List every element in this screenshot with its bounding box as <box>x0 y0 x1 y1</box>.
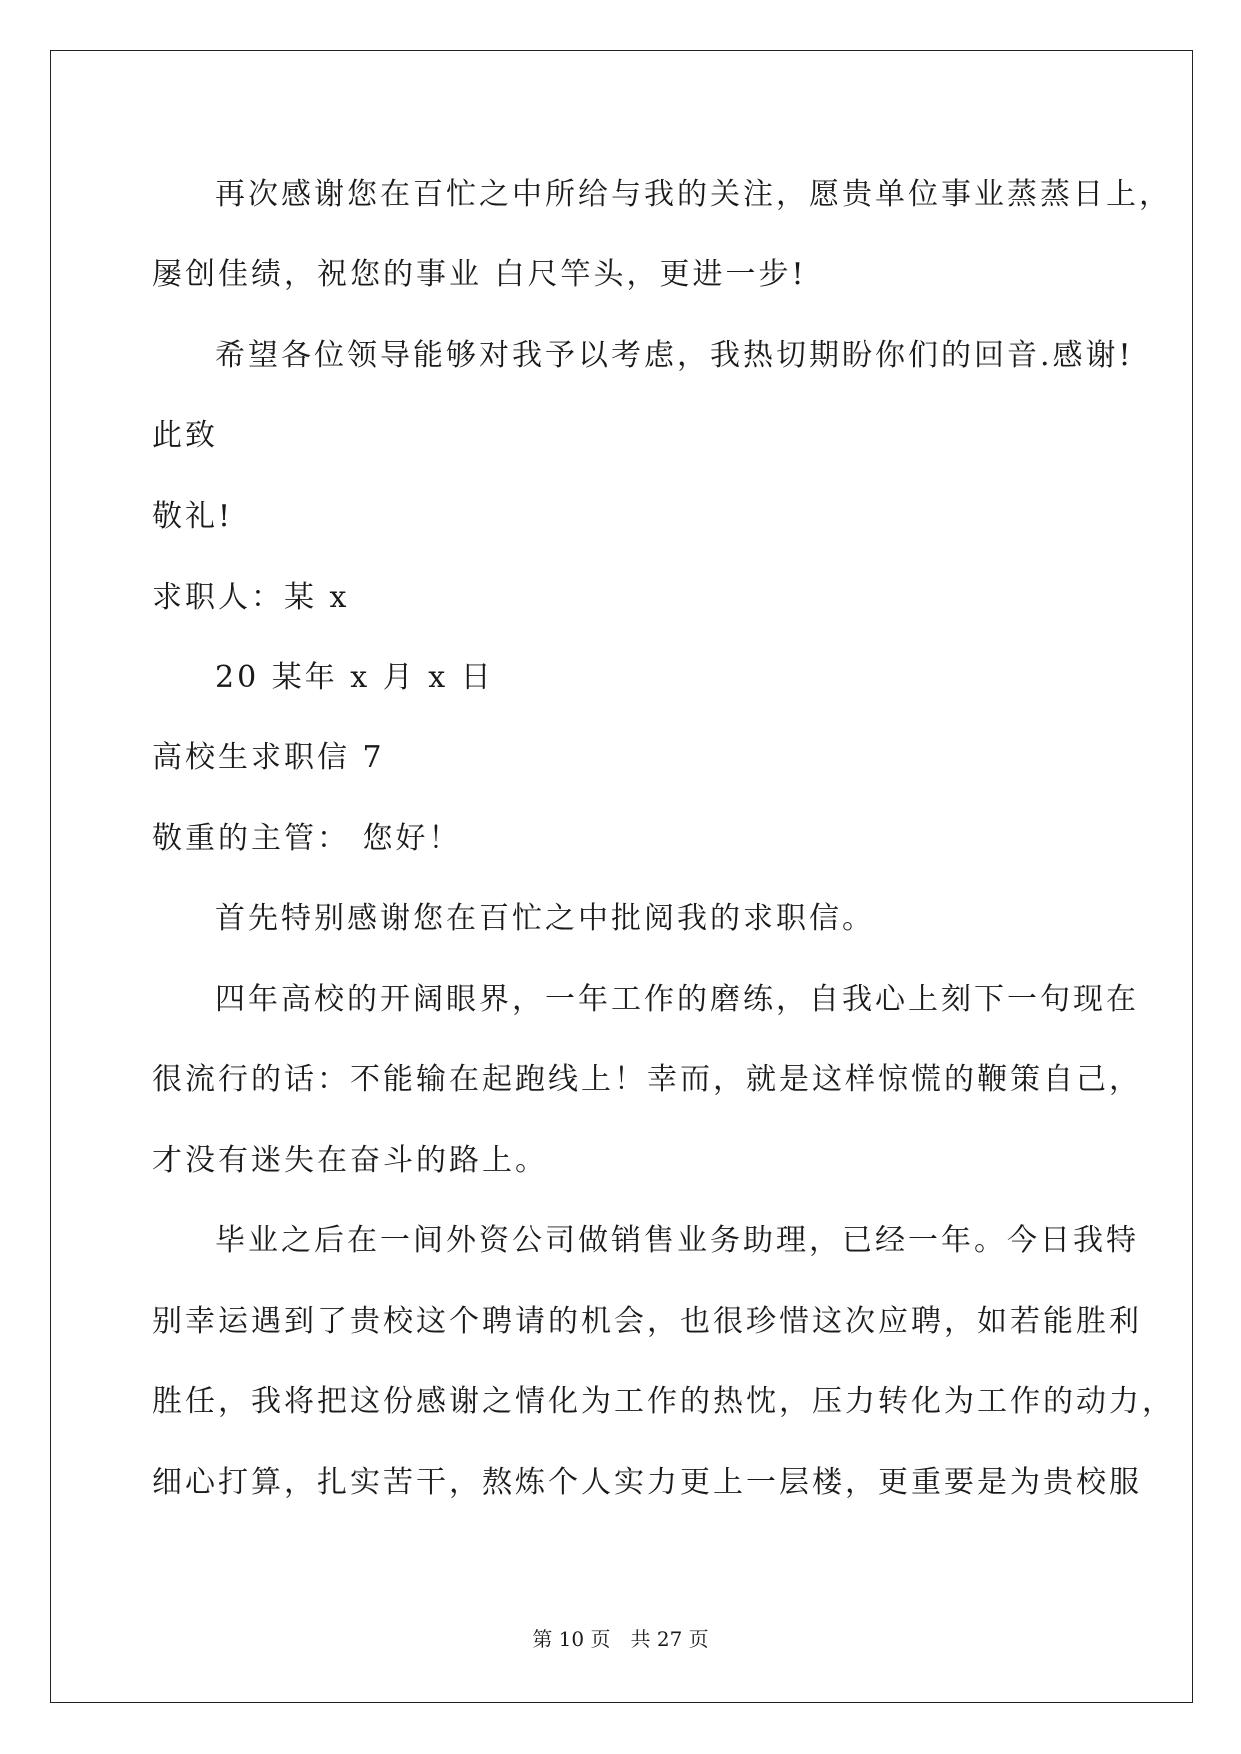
signature-applicant: 求职人：某 x <box>152 580 350 615</box>
greeting: 敬重的主管： 您好！ <box>152 821 462 856</box>
body-line-12: 很流行的话：不能输在起跑线上！幸而，就是这样惊慌的鞭策自己， <box>152 1062 1142 1097</box>
body-line-14: 毕业之后在一间外资公司做销售业务助理，已经一年。今日我特 <box>215 1223 1139 1258</box>
body-line-16: 胜任，我将把这份感谢之情化为工作的热忱，压力转化为工作的动力， <box>152 1384 1175 1419</box>
body-line-11: 四年高校的开阔眼界，一年工作的磨练，自我心上刻下一句现在 <box>215 982 1139 1017</box>
page-border <box>50 50 1193 1703</box>
closing-regards: 敬礼! <box>152 499 234 534</box>
body-line-2: 屡创佳绩，祝您的事业 白尺竿头，更进一步! <box>152 257 807 292</box>
body-line-3: 希望各位领导能够对我予以考虑，我热切期盼你们的回音.感谢! <box>215 338 1134 373</box>
body-line-10: 首先特别感谢您在百忙之中批阅我的求职信。 <box>215 901 875 936</box>
signature-date: 20 某年 x 月 x 日 <box>215 660 494 695</box>
closing-salutation: 此致 <box>152 418 218 453</box>
body-line-17: 细心打算，扎实苦干，熬炼个人实力更上一层楼，更重要是为贵校服 <box>152 1465 1142 1500</box>
page-footer <box>0 1625 1241 1653</box>
page-number: 第 10 页 <box>532 1627 611 1651</box>
section-heading: 高校生求职信 7 <box>152 740 385 775</box>
body-line-13: 才没有迷失在奋斗的路上。 <box>152 1143 548 1178</box>
page-total: 共 27 页 <box>630 1627 709 1651</box>
body-line-15: 别幸运遇到了贵校这个聘请的机会，也很珍惜这次应聘，如若能胜利 <box>152 1304 1142 1339</box>
body-line-1: 再次感谢您在百忙之中所给与我的关注，愿贵单位事业蒸蒸日上， <box>215 177 1172 212</box>
